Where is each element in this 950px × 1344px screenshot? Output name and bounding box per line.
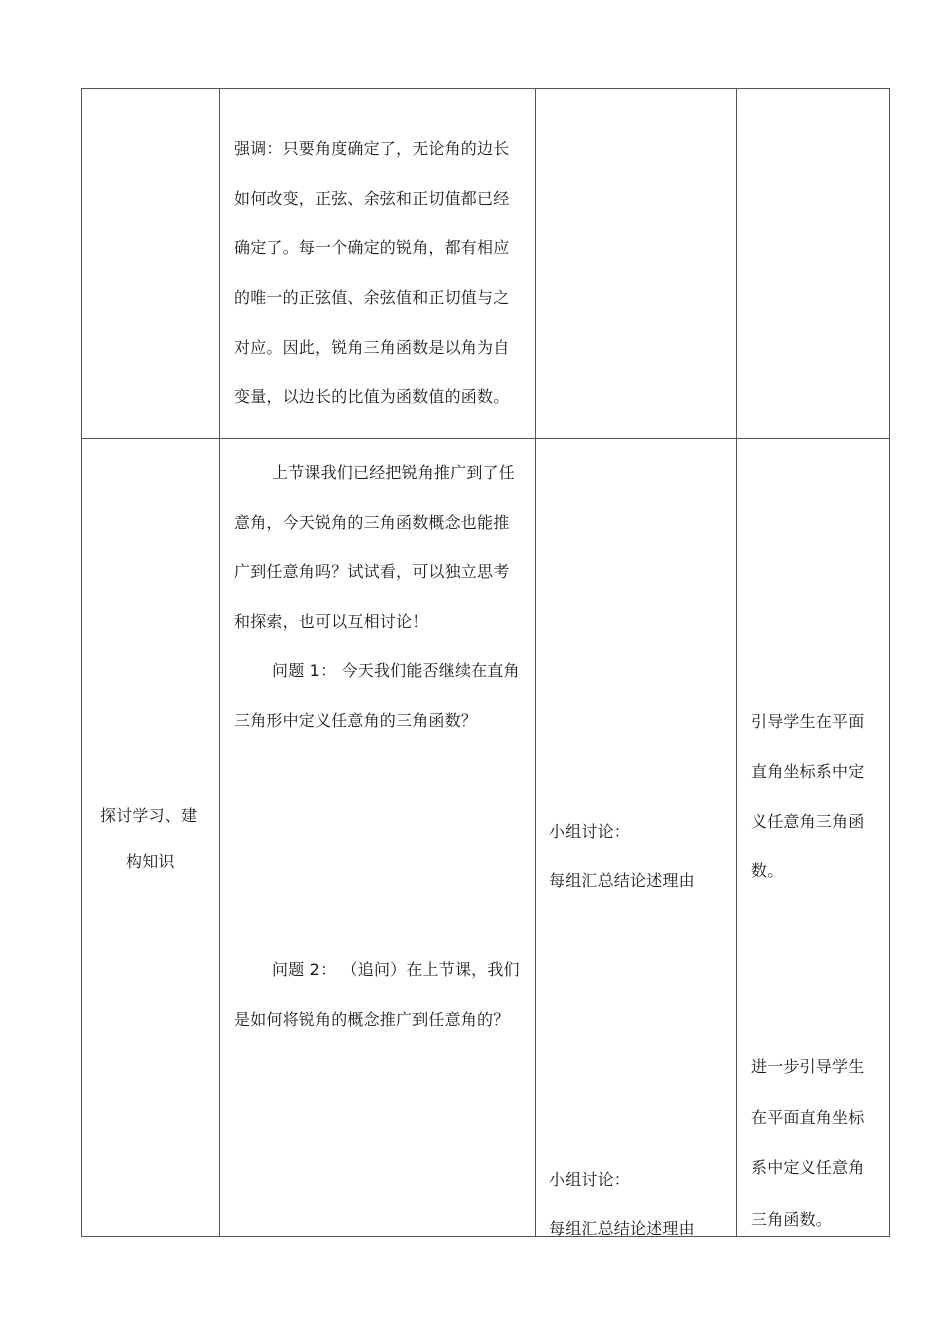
stage-label-line: 构知识 [126, 852, 175, 871]
intent-line: 在平面直角坐标 [751, 1108, 865, 1127]
question-2-line: 是如何将锐角的概念推广到任意角的？ [234, 1010, 510, 1029]
activity-line: 小组讨论： [549, 822, 631, 841]
content-line: 广到任意角吗？试试看，可以独立思考 [234, 562, 510, 581]
table-right-border [889, 88, 890, 1237]
emphasis-line: 如何改变，正弦、余弦和正切值都已经 [234, 189, 510, 208]
intent-line: 引导学生在平面 [751, 712, 865, 731]
question-1-line: 三角形中定义任意角的三角函数？ [234, 711, 478, 730]
emphasis-line: 确定了。每一个确定的锐角，都有相应 [234, 238, 510, 257]
column-divider-1 [219, 88, 220, 1237]
content-line: 上节课我们已经把锐角推广到了任 [272, 463, 516, 482]
intent-line: 进一步引导学生 [751, 1057, 865, 1076]
intent-line: 数。 [751, 861, 784, 880]
intent-line: 直角坐标系中定 [751, 762, 865, 781]
emphasis-line: 对应。因此，锐角三角函数是以角为自 [234, 338, 510, 357]
question-1-line: 问题 1： 今天我们能否继续在直角 [272, 661, 520, 680]
column-divider-2 [535, 88, 536, 1237]
emphasis-line: 变量，以边长的比值为函数值的函数。 [234, 387, 510, 406]
intent-line: 三角函数。 [751, 1210, 833, 1229]
content-line: 和探索，也可以互相讨论！ [234, 612, 429, 631]
intent-line: 义任意角三角函 [751, 812, 865, 831]
table-left-border [81, 88, 82, 1237]
activity-line: 每组汇总结论述理由 [549, 871, 695, 890]
column-divider-3 [736, 88, 737, 1237]
intent-line: 系中定义任意角 [751, 1158, 865, 1177]
table-bottom-border [81, 1236, 890, 1237]
emphasis-line: 的唯一的正弦值、余弦值和正切值与之 [234, 288, 510, 307]
activity-line: 小组讨论： [549, 1170, 631, 1189]
row-divider [81, 438, 890, 439]
stage-label-line: 探讨学习、建 [100, 806, 198, 825]
table-top-border [81, 88, 890, 89]
activity-line: 每组汇总结论述理由 [549, 1219, 695, 1236]
question-2-line: 问题 2： （追问）在上节课，我们 [272, 960, 520, 979]
content-line: 意角，今天锐角的三角函数概念也能推 [234, 513, 510, 532]
emphasis-line: 强调：只要角度确定了，无论角的边长 [234, 139, 510, 158]
